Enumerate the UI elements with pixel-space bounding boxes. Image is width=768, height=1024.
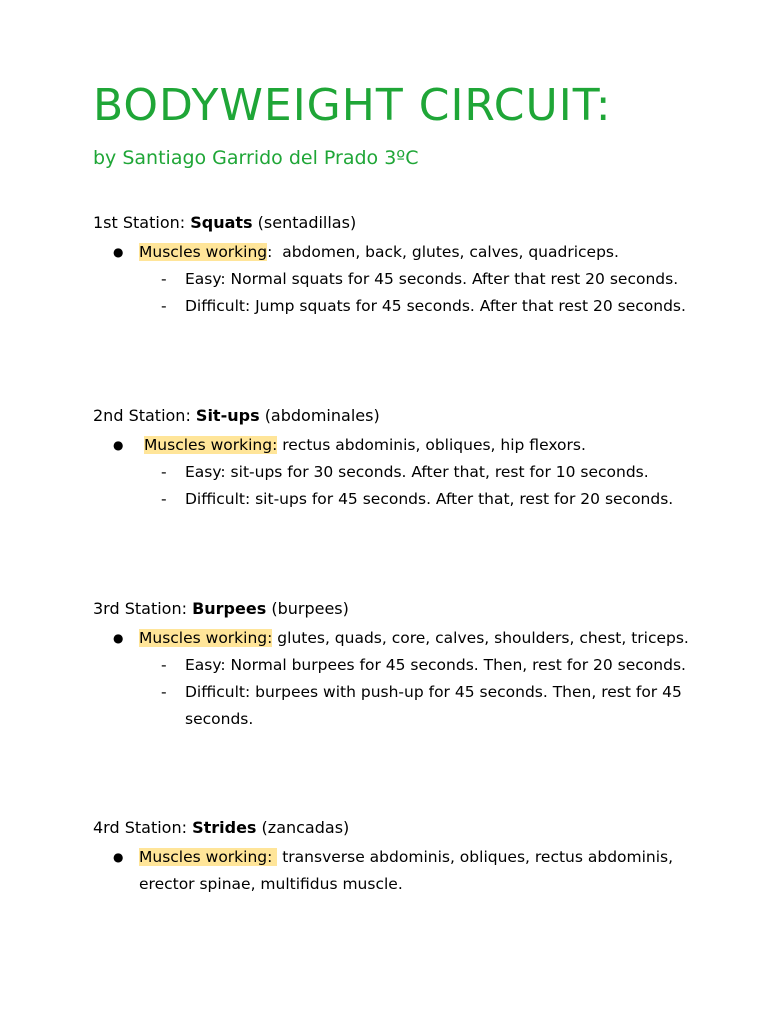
muscles-label: Muscles working [139,243,268,261]
muscles-label-text: Muscles working [139,848,268,866]
author-line: by Santiago Garrido del Prado 3ºC [93,147,419,169]
bullet-icon: ● [113,850,124,864]
muscles-list: glutes, quads, core, calves, shoulders, chest, triceps. [277,629,689,647]
station-translation: (zancadas) [261,818,350,837]
muscles-list: abdomen, back, glutes, calves, quadriceps. [282,243,619,261]
dash-icon: - [161,490,167,508]
station-heading [93,405,693,427]
difficult-text: Difficult: Jump squats for 45 seconds. After that rest 20 seconds. [185,297,686,315]
difficult-item [161,293,693,320]
dash-icon: - [161,463,167,481]
muscles-label-text: Muscles working [139,629,268,647]
muscles-list: rectus abdominis, obliques, hip flexors. [282,436,586,454]
station-4 [93,817,693,898]
easy-text: Easy: Normal burpees for 45 seconds. Then, rest for 20 seconds. [185,656,686,674]
station-1 [93,212,693,320]
station-prefix: 1st Station: [93,213,191,232]
muscles-label: Muscles working: [143,436,278,454]
muscles-label-text: Muscles working [143,436,273,454]
station-3 [93,598,693,733]
station-name: Burpees [192,599,267,618]
page-title: BODYWEIGHT CIRCUIT: [93,80,612,131]
dash-icon: - [161,656,167,674]
station-name: Squats [190,213,253,232]
dash-icon: - [161,297,167,315]
muscles-bullet: ● Muscles working: abdomen, back, glutes, calves, quadriceps. [139,239,693,266]
muscles-list: transverse abdominis, obliques, rectus abdominis, erector spinae, multifidus muscle. [139,848,674,893]
muscles-label: Muscles working: [139,629,273,647]
easy-item [161,652,693,679]
muscles-bullet [113,625,693,652]
station-prefix: 2nd Station: [93,406,196,425]
dash-icon: - [161,270,167,288]
bullet-icon: ● [113,631,124,645]
station-heading [93,598,693,620]
difficult-text: Difficult: burpees with push-up for 45 seconds. Then, rest for 45 seconds. [185,683,682,728]
easy-item [161,266,693,293]
muscles-bullet [113,844,693,898]
bullet-icon: ● [113,245,124,259]
muscles-bullet [113,432,693,459]
muscles-label: Muscles working: [139,848,278,866]
station-name: Sit-ups [195,406,260,425]
easy-item [161,459,693,486]
station-name: Strides [192,818,257,837]
difficult-item [161,679,693,733]
station-translation: (sentadillas) [257,213,357,232]
station-prefix: 4rd Station: [93,818,193,837]
station-heading [93,817,693,839]
station-prefix: 3rd Station: [93,599,193,618]
difficult-text: Difficult: sit-ups for 45 seconds. After that, rest for 20 seconds. [185,490,674,508]
station-heading [93,212,693,234]
easy-text: Easy: Normal squats for 45 seconds. After that rest 20 seconds. [185,270,679,288]
station-translation: (burpees) [271,599,349,618]
station-2 [93,405,693,513]
easy-text: Easy: sit-ups for 30 seconds. After that, rest for 10 seconds. [185,463,649,481]
difficult-item [161,486,693,513]
station-translation: (abdominales) [264,406,380,425]
bullet-icon: ● [113,438,124,452]
dash-icon: - [161,683,167,701]
